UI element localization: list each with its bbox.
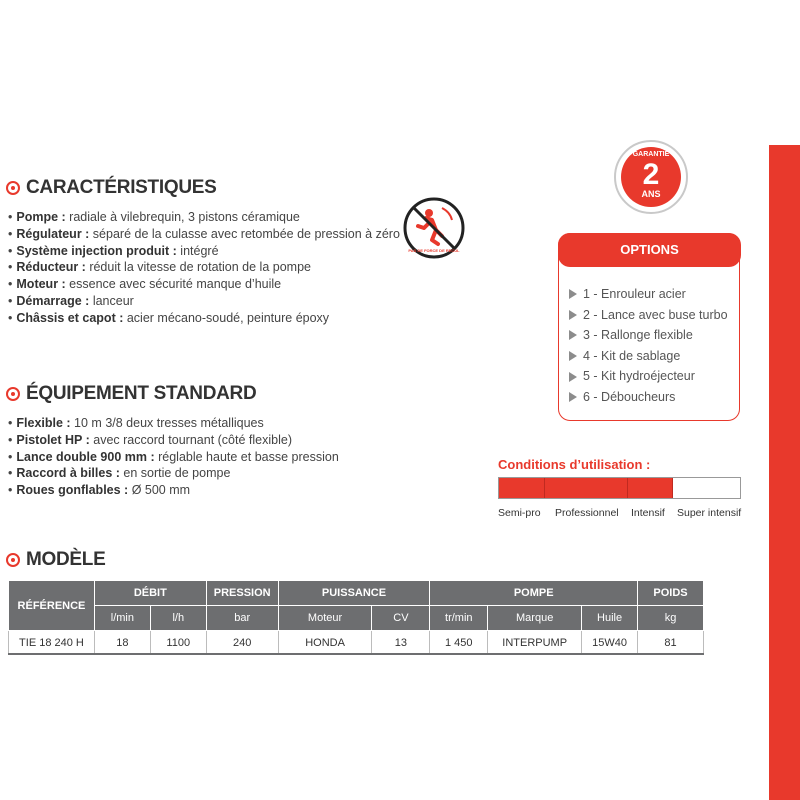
list-item: • Réducteur : réduit la vitesse de rotation de la pompe [8,259,400,276]
no-recoil-icon [402,196,466,260]
badge-number: 2 [642,158,660,191]
caracteristiques-heading [6,177,217,199]
table-cell: 1 450 [430,631,488,655]
list-item: • Châssis et capot : acier mécano-soudé, peinture époxy [8,310,400,327]
target-bullet-icon [6,553,20,567]
subheader: kg [638,606,704,631]
table-cell: INTERPUMP [488,631,582,655]
list-item: • Raccord à billes : en sortie de pompe [8,465,339,482]
equipement-list [8,415,339,499]
level-label: Professionnel [555,507,619,519]
option-item: 5 - Kit hydroéjecteur [569,366,728,387]
list-item: • Pompe : radiale à vilebrequin, 3 pistons céramique [8,209,400,226]
option-item: 2 - Lance avec buse turbo [569,305,728,326]
equipement-title: ÉQUIPEMENT STANDARD [26,383,257,404]
subheader: l/min [94,606,150,631]
table-cell: 18 [94,631,150,655]
option-item: 4 - Kit de sablage [569,346,728,367]
subheader: CV [372,606,430,631]
header-puissance: PUISSANCE [278,581,430,606]
model-table [8,580,704,655]
caracteristiques-title: CARACTÉRISTIQUES [26,177,217,198]
header-reference: RÉFÉRENCE [9,581,95,631]
level-segment [628,478,673,498]
list-item: • Flexible : 10 m 3/8 deux tresses métalliques [8,415,339,432]
play-arrow-icon [569,372,577,382]
subheader: Moteur [278,606,372,631]
list-item: • Roues gonflables : Ø 500 mm [8,482,339,499]
target-bullet-icon [6,181,20,195]
level-label: Super intensif [677,507,742,519]
level-label: Intensif [631,507,665,519]
level-label: Semi-pro [498,507,541,519]
table-cell: 240 [206,631,278,655]
table-cell: 13 [372,631,430,655]
subheader: bar [206,606,278,631]
table-cell: 15W40 [582,631,638,655]
list-item: • Pistolet HP : avec raccord tournant (côté flexible) [8,432,339,449]
table-cell: HONDA [278,631,372,655]
options-title: OPTIONS [558,233,741,267]
list-item: • Système injection produit : intégré [8,243,400,260]
level-segment [545,478,628,498]
side-accent-bar [769,145,800,800]
target-bullet-icon [6,387,20,401]
options-list [569,284,728,408]
subheader: l/h [150,606,206,631]
options-box [558,233,740,421]
header-pompe: POMPE [430,581,638,606]
list-item: • Régulateur : séparé de la culasse avec retombée de pression à zéro [8,226,400,243]
subheader: tr/min [430,606,488,631]
warranty-badge [613,139,689,215]
table-cell: 81 [638,631,704,655]
table-bottom-rule [8,653,704,655]
level-segment [499,478,545,498]
modele-title: MODÈLE [26,549,106,570]
header-pression: PRESSION [206,581,278,606]
play-arrow-icon [569,310,577,320]
subheader: Marque [488,606,582,631]
option-item: 3 - Rallonge flexible [569,325,728,346]
badge-bottom-text: ANS [641,189,661,199]
modele-heading [6,549,105,571]
header-debit: DÉBIT [94,581,206,606]
option-item: 6 - Déboucheurs [569,387,728,408]
no-recoil-text: PAS DE FORCE DE RECUL [408,248,460,253]
play-arrow-icon [569,330,577,340]
table-row [9,631,704,655]
list-item: • Lance double 900 mm : réglable haute et basse pression [8,449,339,466]
play-arrow-icon [569,289,577,299]
play-arrow-icon [569,351,577,361]
list-item: • Démarrage : lanceur [8,293,400,310]
conditions-title: Conditions d’utilisation : [498,457,651,472]
level-segment [673,478,740,498]
caracteristiques-list [8,209,400,327]
table-cell: TIE 18 240 H [9,631,95,655]
option-item: 1 - Enrouleur acier [569,284,728,305]
equipement-heading [6,383,256,405]
table-cell: 1100 [150,631,206,655]
conditions-level-bar [498,477,741,499]
header-poids: POIDS [638,581,704,606]
play-arrow-icon [569,392,577,402]
badge-top-text: GARANTIE [632,151,670,158]
list-item: • Moteur : essence avec sécurité manque d’huile [8,276,400,293]
subheader: Huile [582,606,638,631]
